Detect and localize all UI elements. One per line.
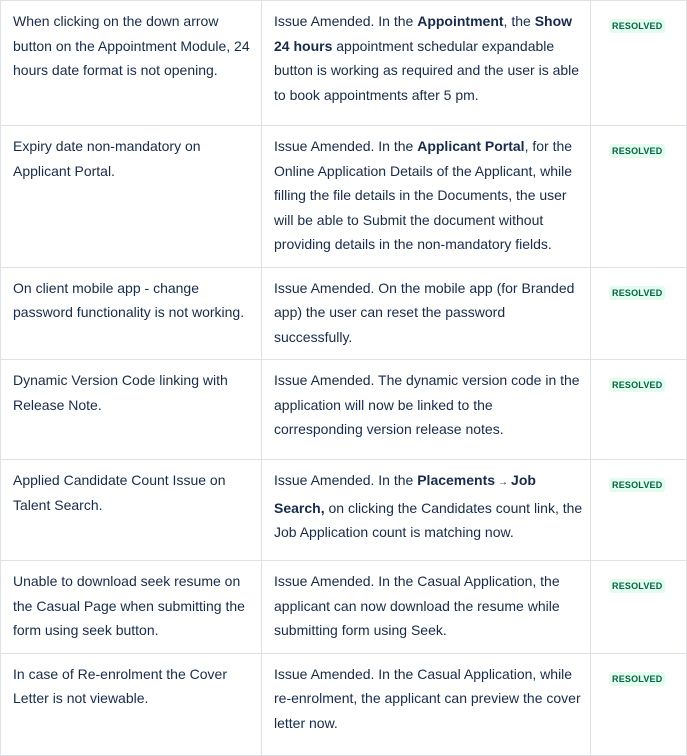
status-cell bbox=[591, 460, 687, 561]
status-cell bbox=[591, 1, 687, 126]
issue-cell: Applied Candidate Count Issue on Talent Search. bbox=[1, 460, 262, 561]
resolution-cell: Issue Amended. In the Appointment, the Show 24 hours appointment schedular expandable button is working as required and the user is able to book appointments after 5 pm. bbox=[262, 1, 591, 126]
status-badge: RESOLVED bbox=[609, 478, 665, 492]
resolution-cell: Issue Amended. On the mobile app (for Branded app) the user can reset the password successfully. bbox=[262, 267, 591, 360]
issue-cell: Dynamic Version Code linking with Release Note. bbox=[1, 360, 262, 460]
resolution-cell: Issue Amended. In the Placements → Job Search, on clicking the Candidates count link, the Job Application count is matching now. bbox=[262, 460, 591, 561]
status-badge: RESOLVED bbox=[609, 19, 665, 33]
table-row bbox=[1, 653, 687, 755]
table-row bbox=[1, 1, 687, 126]
issue-cell: When clicking on the down arrow button on the Appointment Module, 24 hours date format is not opening. bbox=[1, 1, 262, 126]
issue-cell: In case of Re-enrolment the Cover Letter is not viewable. bbox=[1, 653, 262, 755]
module-name: Placements bbox=[417, 472, 496, 488]
module-name: Appointment bbox=[417, 13, 504, 29]
status-badge: RESOLVED bbox=[609, 378, 665, 392]
status-cell bbox=[591, 653, 687, 755]
arrow-right-icon: → bbox=[498, 477, 509, 488]
feature-name: Show 24 hours bbox=[274, 13, 573, 54]
status-badge: RESOLVED bbox=[609, 286, 665, 300]
status-cell bbox=[591, 126, 687, 268]
feature-name: Job Search, bbox=[274, 472, 536, 516]
issue-cell: Unable to download seek resume on the Casual Page when submitting the form using seek button. bbox=[1, 561, 262, 654]
status-cell bbox=[591, 267, 687, 360]
status-badge: RESOLVED bbox=[609, 144, 665, 158]
resolution-cell: Issue Amended. In the Casual Application, the applicant can now download the resume while submitting form using Seek. bbox=[262, 561, 591, 654]
status-badge: RESOLVED bbox=[609, 579, 665, 593]
resolution-cell: Issue Amended. In the Applicant Portal, for the Online Application Details of the Applicant, while filling the file details in the Documents, the user will be able to Submit the document without providing details in the non-mandatory fields. bbox=[262, 126, 591, 268]
status-badge: RESOLVED bbox=[609, 672, 665, 686]
table-row bbox=[1, 360, 687, 460]
table-row bbox=[1, 460, 687, 561]
resolution-cell: Issue Amended. In the Casual Application, while re-enrolment, the applicant can preview the cover letter now. bbox=[262, 653, 591, 755]
status-cell bbox=[591, 561, 687, 654]
table-row bbox=[1, 267, 687, 360]
table-row bbox=[1, 126, 687, 268]
table-row bbox=[1, 561, 687, 654]
module-name: Applicant Portal bbox=[417, 138, 525, 154]
status-cell bbox=[591, 360, 687, 460]
resolution-cell: Issue Amended. The dynamic version code in the application will now be linked to the corresponding version release notes. bbox=[262, 360, 591, 460]
issue-cell: On client mobile app - change password functionality is not working. bbox=[1, 267, 262, 360]
issue-cell: Expiry date non-mandatory on Applicant Portal. bbox=[1, 126, 262, 268]
